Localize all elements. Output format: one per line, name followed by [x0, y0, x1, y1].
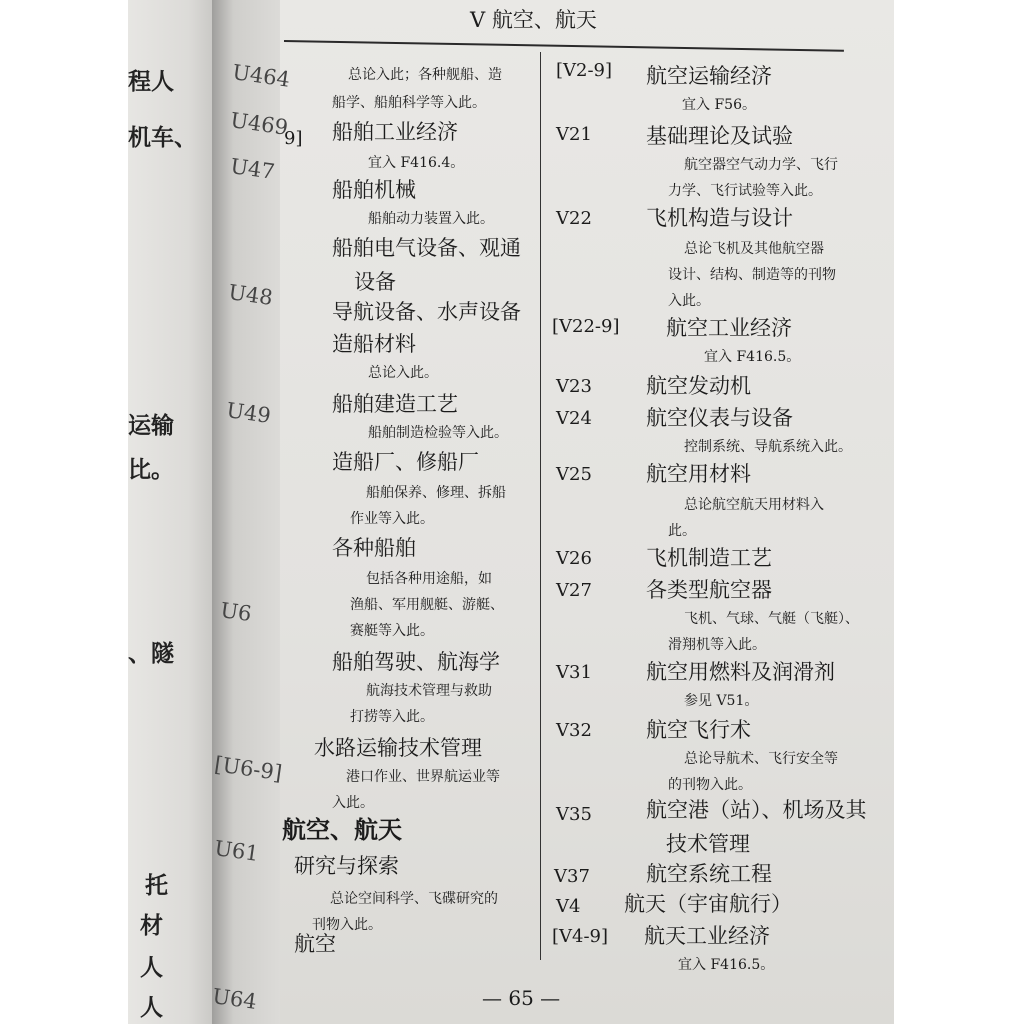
entry-title: 造船材料: [332, 332, 416, 356]
entry-title: 飞机构造与设计: [646, 206, 793, 230]
entry-title: 航空: [294, 932, 336, 956]
entry-title: 各种船舶: [332, 536, 416, 560]
prev-page-line: 材: [140, 912, 163, 939]
entry-note: 船舶保养、修理、拆船: [366, 485, 506, 501]
prev-page-line: 、隧: [128, 640, 174, 667]
entry-note: 总论入此；各种舰船、造: [348, 67, 502, 83]
entry-note: 力学、飞行试验等入此。: [668, 183, 822, 199]
entry-code: V23: [556, 376, 592, 397]
entry-note: 总论导航术、飞行安全等: [684, 751, 838, 767]
entry-note: 宜入 F56。: [682, 97, 756, 113]
prev-page-line: 程人: [128, 68, 174, 95]
entry-code: 9]: [284, 128, 303, 149]
entry-code: V4: [556, 896, 581, 917]
entry-note: 此。: [668, 523, 696, 539]
entry-title: 船舶建造工艺: [332, 392, 458, 416]
prev-page-line: 比。: [128, 456, 174, 483]
entry-note: 港口作业、世界航运业等: [346, 769, 500, 785]
entry-note: 刊物入此。: [312, 917, 382, 933]
entry-title: 航空工业经济: [666, 316, 792, 340]
entry-note: 设计、结构、制造等的刊物: [668, 267, 836, 283]
entry-title: 船舶工业经济: [332, 120, 458, 144]
entry-title: 航天（宇宙航行）: [624, 892, 792, 916]
entry-title: 水路运输技术管理: [314, 736, 482, 760]
entry-note: 宜入 F416.5。: [678, 957, 775, 973]
entry-title: 船舶驾驶、航海学: [332, 650, 500, 674]
entry-title: 船舶电气设备、观通: [332, 236, 521, 260]
page-number: — 65 —: [482, 986, 561, 1010]
previous-page: [128, 0, 214, 1024]
entry-note: 船舶动力装置入此。: [368, 211, 494, 227]
entry-code: V25: [556, 464, 592, 485]
entry-code: V32: [556, 720, 592, 741]
entry-title: 航空系统工程: [646, 862, 772, 886]
entry-note: 的刊物入此。: [668, 777, 752, 793]
entry-title: 航空用燃料及润滑剂: [646, 660, 835, 684]
entry-note: 入此。: [668, 293, 710, 309]
entry-title: 导航设备、水声设备: [332, 300, 521, 324]
entry-title: 飞机制造工艺: [646, 546, 772, 570]
entry-title: 航空运输经济: [646, 64, 772, 88]
entry-note: 总论飞机及其他航空器: [684, 241, 824, 257]
entry-code: V31: [556, 662, 592, 683]
entry-code: V21: [556, 124, 592, 145]
entry-code: V35: [556, 804, 592, 825]
right-margin: [894, 0, 1024, 1024]
entry-code: [V4-9]: [552, 926, 609, 947]
entry-title: 各类型航空器: [646, 578, 772, 602]
entry-note: 入此。: [332, 795, 374, 811]
entry-title: 航天工业经济: [644, 924, 770, 948]
gutter-code: U47: [228, 154, 277, 184]
entry-note: 总论入此。: [368, 365, 438, 381]
column-divider: [540, 52, 541, 960]
entry-note: 总论空间科学、飞碟研究的: [330, 891, 498, 907]
entry-title-cont: 技术管理: [666, 832, 750, 856]
entry-note: 控制系统、导航系统入此。: [684, 439, 852, 455]
gutter-code: U61: [212, 836, 261, 866]
entry-title: 航空仪表与设备: [646, 406, 793, 430]
prev-page-line: 人: [140, 954, 163, 981]
entry-code: V22: [556, 208, 592, 229]
entry-code: V37: [554, 866, 590, 887]
entry-note: 宜入 F416.5。: [704, 349, 801, 365]
entry-code: V24: [556, 408, 592, 429]
entry-code: V27: [556, 580, 592, 601]
entry-title: 研究与探索: [294, 854, 399, 878]
entry-title: 航空港（站）、机场及其: [646, 798, 867, 822]
entry-title: 航空飞行术: [646, 718, 751, 742]
entry-note: 作业等入此。: [350, 511, 434, 527]
prev-page-line: 人: [140, 994, 163, 1021]
gutter-code: U6: [218, 598, 254, 627]
prev-page-line: 机车、: [128, 124, 197, 151]
entry-note: 船舶制造检验等入此。: [368, 425, 508, 441]
prev-page-line: 运输: [128, 412, 174, 439]
gutter-code: [U6-9]: [212, 752, 284, 786]
entry-title: 航空发动机: [646, 374, 751, 398]
left-margin: [0, 0, 130, 1024]
entry-note: 飞机、气球、气艇（飞艇）、: [684, 611, 859, 627]
running-header: V 航空、航天: [470, 8, 597, 32]
entry-title: 船舶机械: [332, 178, 416, 202]
gutter-code: U469: [228, 108, 290, 140]
entry-code: V26: [556, 548, 592, 569]
entry-note: 航空器空气动力学、飞行: [684, 157, 838, 173]
gutter-code: U64: [210, 984, 259, 1014]
book-gutter: [212, 0, 284, 1024]
entry-note: 赛艇等入此。: [350, 623, 434, 639]
entry-note: 包括各种用途船，如: [366, 571, 492, 587]
gutter-code: U48: [226, 280, 275, 310]
entry-note: 宜入 F416.4。: [368, 155, 465, 171]
gutter-code: U49: [224, 398, 273, 428]
entry-title-cont: 设备: [354, 270, 396, 294]
section-heading: 航空、航天: [282, 815, 402, 844]
gutter-code: U464: [230, 60, 292, 92]
entry-title: 航空用材料: [646, 462, 751, 486]
entry-code: [V2-9]: [556, 60, 613, 81]
entry-note: 航海技术管理与救助: [366, 683, 492, 699]
entry-code: [V22-9]: [552, 316, 620, 337]
entry-note: 渔船、军用舰艇、游艇、: [350, 597, 504, 613]
entry-note: 打捞等入此。: [350, 709, 434, 725]
entry-note: 总论航空航天用材料入: [684, 497, 824, 513]
entry-title: 基础理论及试验: [646, 124, 793, 148]
prev-page-line: 托: [145, 872, 168, 899]
entry-title: 造船厂、修船厂: [332, 450, 479, 474]
entry-note: 滑翔机等入此。: [668, 637, 766, 653]
entry-note: 参见 V51。: [684, 693, 759, 709]
entry-note: 船学、船舶科学等入此。: [332, 95, 486, 111]
